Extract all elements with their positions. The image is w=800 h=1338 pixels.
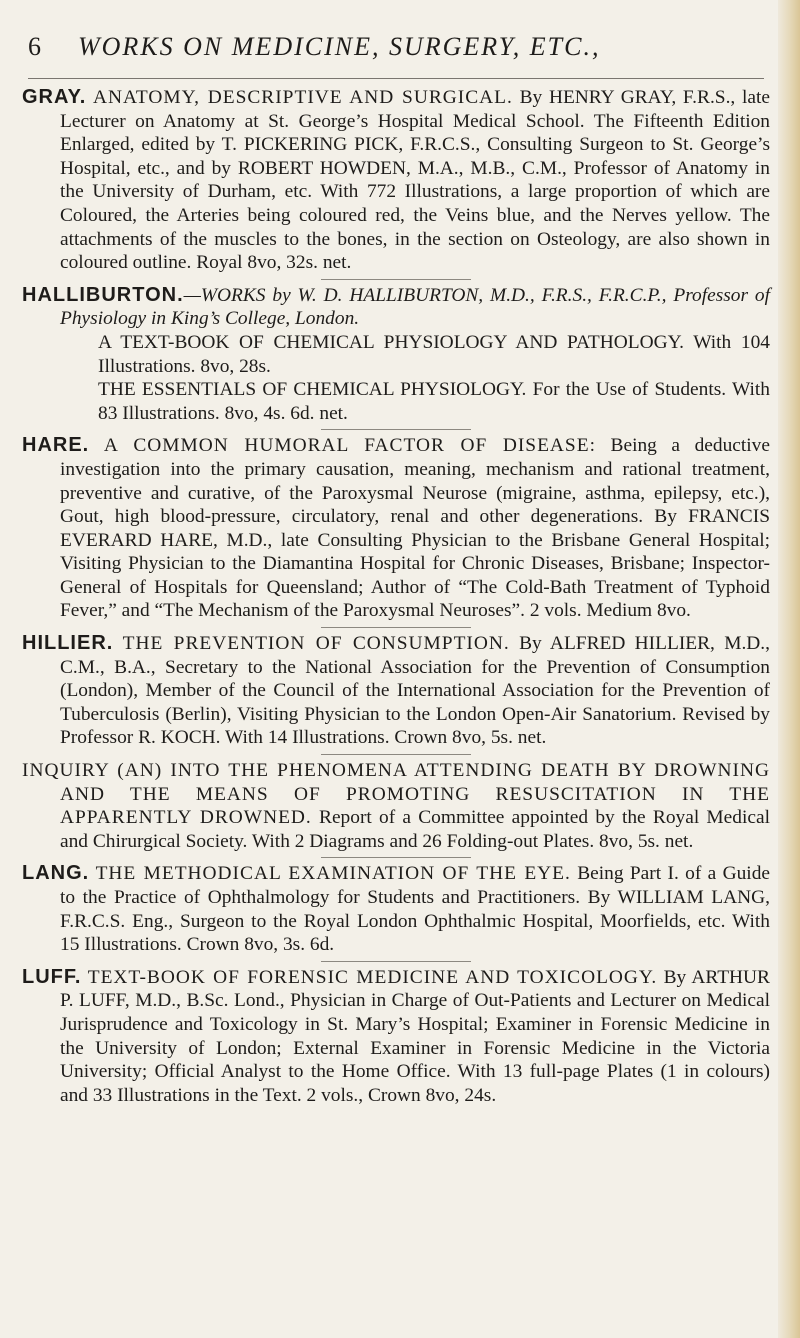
entry-inquiry (22, 759, 770, 853)
entry-body: Report of a Committee appointed by the Royal Medical and Chirurgical Society. With 2 Diagrams and 26 Folding-out Plates. 8vo, 5s. net. (60, 807, 770, 852)
entry-author: GRAY. (22, 86, 87, 108)
catalogue-entries (22, 86, 770, 1111)
entry-author: HALLIBURTON. (22, 283, 184, 306)
entry-separator (321, 429, 471, 430)
entry-luff (22, 966, 770, 1108)
entry-title: THE METHODICAL EXAMINATION OF THE EYE. (95, 863, 571, 885)
entry-separator (321, 627, 471, 628)
entry-sub-title-a: A TEXT-BOOK OF CHEMICAL PHYSIOLOGY AND PATHOLOGY. With 104 Illustrations. 8vo, 28s. (98, 331, 770, 377)
entry-title: THE PREVENTION OF CONSUMPTION. (122, 633, 510, 655)
entry-gray (22, 86, 770, 275)
entry-body: By HENRY GRAY, F.R.S., late Lecturer on Anatomy at St. George’s Hospital Medical School. The Fifteenth Edition Enlarged, edited by T. PICKERING PICK, F.R.C.S., Consulting Surgeon to St. George’s Hospital, etc., and by ROBERT HOWDEN, M.A., M.B., C.M., Professor of Anatomy in the University of Durham, etc. With 772 Illustrations, a large proportion of which are Coloured, the Arteries being coloured red, the Veins blue, and the Nerves yellow. The attachments of the muscles to the bones, in the section on Osteology, are also shown in coloured outline. Royal 8vo, 32s. net. (60, 87, 770, 274)
entry-body: Being Part I. of a Guide to the Practice of Ophthalmology for Students and Practitioners. By WILLIAM LANG, F.R.C.S. Eng., Surgeon to the Royal London Ophthalmic Hospital, Moorfields, etc. With 15 Illustrations. Crown 8vo, 3s. 6d. (60, 863, 770, 956)
entry-author: LANG. (22, 862, 90, 885)
header-rule (28, 78, 764, 79)
entry-hillier (22, 632, 770, 750)
entry-separator (321, 961, 471, 962)
entry-halliburton (22, 284, 770, 426)
running-head: WORKS ON MEDICINE, SURGERY, ETC., (78, 32, 601, 61)
entry-body: By ALFRED HILLIER, M.D., C.M., B.A., Secretary to the National Association for the Prevention of Consumption (London), Member of the Council of the International Association for the Prevention of Tuberculosis (Berlin), Visiting Physician to the London Open-Air Sanatorium. Revised by Professor R. KOCH. With 14 Illustrations. Crown 8vo, 5s. net. (60, 633, 770, 749)
entry-lang (22, 862, 770, 956)
entry-separator (321, 279, 471, 280)
page-edge-shadow (778, 0, 800, 1338)
entry-separator (321, 857, 471, 858)
entry-separator (321, 754, 471, 755)
entry-hare (22, 434, 770, 623)
entry-body: Being a deductive investigation into the primary causation, meaning, mechanism and rational treatment, preventive and curative, of the Paroxysmal Neurose (migraine, asthma, epilepsy, etc.), Gout, high blood-pressure, circulatory, renal and other degenerations. By FRANCIS EVERARD HARE, M.D., late Consulting Physician to the Brisbane General Hospital; Visiting Physician to the Diamantina Hospital for Chronic Diseases, Brisbane; Inspector-General of Hospitals for Queensland; Author of “The Cold-Bath Treatment of Typhoid Fever,” and “The Mechanism of the Paroxysmal Neuroses”. 2 vols. Medium 8vo. (60, 435, 770, 622)
entry-title: A COMMON HUMORAL FACTOR OF DISEASE: (103, 435, 596, 457)
entry-title: ANATOMY, DESCRIPTIVE AND SURGICAL. (93, 87, 513, 108)
entry-title: TEXT-BOOK OF FORENSIC MEDICINE AND TOXICOLOGY. (87, 966, 658, 988)
entry-author: LUFF. (22, 965, 82, 988)
page-header (22, 22, 770, 62)
entry-author: HILLIER. (22, 632, 114, 655)
entry-title: INQUIRY (AN) INTO THE PHENOMENA ATTENDING DEATH BY DROWNING AND THE MEANS OF PROMOTING RESUSCITATION IN THE APPARENTLY DROWNED. (22, 760, 770, 829)
page-number: 6 (28, 32, 41, 61)
entry-body: By ARTHUR P. LUFF, M.D., B.Sc. Lond., Physician in Charge of Out-Patients and Lecturer on Medical Jurisprudence and Toxicology in St. Mary’s Hospital; Examiner in Forensic Medicine in the University of London; External Examiner in Forensic Medicine in the Victoria University; Official Analyst to the Home Office. With 13 full-page Plates (1 in colours) and 33 Illustrations in the Text. 2 vols., Crown 8vo, 24s. (60, 966, 770, 1106)
entry-sub-title-b: THE ESSENTIALS OF CHEMICAL PHYSIOLOGY. For the Use of Students. With 83 Illustrations. 8vo, 4s. 6d. net. (98, 379, 770, 424)
entry-author: HARE. (22, 434, 90, 457)
entry-author-line: —WORKS by W. D. HALLIBURTON, M.D., F.R.S., F.R.C.P., Professor of Physiology in King’s College, London. (60, 284, 770, 330)
